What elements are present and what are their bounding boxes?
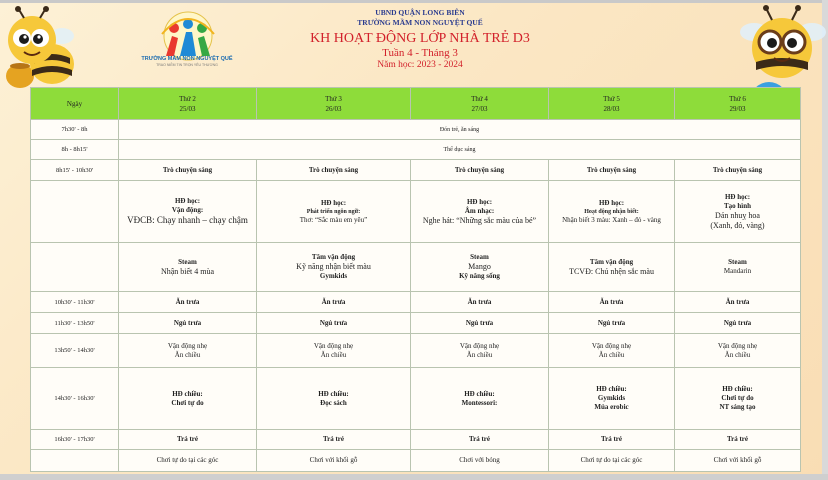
logo-tagline: TRAO NIỀM TIN TRỌN YÊU THƯƠNG bbox=[156, 63, 218, 67]
table-row bbox=[31, 181, 801, 243]
table-row bbox=[31, 313, 801, 334]
activity-cell: Ăn trưa bbox=[675, 292, 801, 313]
time-cell: 14h30' - 16h30' bbox=[31, 368, 119, 430]
activity-detail: Đọc sách bbox=[320, 398, 347, 407]
activity-detail: (Xanh, đỏ, vàng) bbox=[710, 220, 765, 230]
activity-heading: Tâm vận động bbox=[311, 253, 356, 261]
table-row bbox=[31, 140, 801, 160]
activity-detail: Ăn chiều bbox=[174, 350, 201, 359]
activity-cell: Ăn trưa bbox=[119, 292, 257, 313]
table-row bbox=[31, 430, 801, 450]
activity-detail: Chơi tự do bbox=[721, 394, 754, 402]
activity-cell: Chơi với khối gỗ bbox=[675, 450, 801, 472]
activity-detail: Nghe hát: “Những sắc màu của bé” bbox=[422, 215, 537, 225]
activity-cell bbox=[257, 368, 411, 430]
window-top-border bbox=[0, 0, 828, 3]
activity-detail: Ăn chiều bbox=[320, 350, 347, 359]
activity-cell: Ăn trưa bbox=[257, 292, 411, 313]
activity-subject: Phát triển ngôn ngữ: bbox=[306, 208, 361, 215]
day-date: 28/03 bbox=[603, 104, 620, 113]
activity-detail: Gymkids bbox=[319, 272, 348, 280]
activity-detail: Kỹ năng nhận biết màu bbox=[296, 262, 371, 271]
time-cell bbox=[31, 243, 119, 292]
activity-heading: HĐ học: bbox=[598, 198, 625, 207]
day-name: Thứ 2 bbox=[179, 94, 196, 103]
table-row bbox=[31, 368, 801, 430]
time-cell: 7h30' - 8h bbox=[31, 120, 119, 140]
day-name: Thứ 6 bbox=[729, 94, 746, 103]
activity-heading: HĐ học: bbox=[466, 197, 493, 206]
activity-cell bbox=[257, 334, 411, 368]
activity-detail: Thơ: “Sắc màu em yêu” bbox=[299, 215, 368, 224]
column-header-thu bbox=[549, 88, 675, 120]
activity-cell: Ngủ trưa bbox=[675, 313, 801, 334]
activity-cell bbox=[675, 368, 801, 430]
schedule-table bbox=[30, 87, 801, 472]
activity-cell: Ăn trưa bbox=[411, 292, 549, 313]
activity-cell: Trả trẻ bbox=[549, 430, 675, 450]
activity-cell bbox=[675, 243, 801, 292]
column-header-fri bbox=[675, 88, 801, 120]
school-name: TRƯỜNG MẦM NON NGUYỆT QUẾ bbox=[357, 18, 483, 27]
activity-cell bbox=[549, 181, 675, 243]
activity-cell: Đón trẻ, ăn sáng bbox=[119, 120, 801, 140]
logo-school-name: TRƯỜNG MẦM NON NGUYỆT QUẾ bbox=[141, 56, 233, 62]
activity-heading: HĐ chiều: bbox=[318, 389, 349, 398]
activity-cell bbox=[411, 243, 549, 292]
activity-heading: HĐ chiều: bbox=[172, 389, 203, 398]
activity-cell: Trò chuyện sáng bbox=[119, 160, 257, 181]
day-date: 26/03 bbox=[325, 104, 342, 113]
activity-heading: HĐ học: bbox=[174, 197, 201, 205]
column-header-day: Ngày bbox=[31, 88, 119, 120]
activity-detail: Ăn chiều bbox=[598, 350, 625, 359]
activity-detail: Vận động nhẹ bbox=[459, 341, 500, 350]
activity-heading: Steam bbox=[470, 253, 489, 261]
activity-heading: Steam bbox=[728, 258, 747, 266]
activity-cell bbox=[411, 368, 549, 430]
activity-detail: Mango bbox=[468, 262, 491, 271]
activity-detail: Mandarin bbox=[723, 267, 752, 275]
activity-cell: Ngủ trưa bbox=[549, 313, 675, 334]
activity-cell: Trò chuyện sáng bbox=[675, 160, 801, 181]
activity-detail: NT sáng tạo bbox=[719, 403, 756, 411]
activity-cell bbox=[549, 368, 675, 430]
activity-detail: Múa erobic bbox=[594, 403, 629, 411]
activity-cell: Chơi tự do tại các góc bbox=[119, 450, 257, 472]
table-row bbox=[31, 292, 801, 313]
activity-heading: HĐ chiều: bbox=[596, 385, 627, 393]
activity-cell bbox=[411, 181, 549, 243]
activity-cell: Trả trẻ bbox=[411, 430, 549, 450]
activity-detail: VĐCB: Chạy nhanh – chạy chậm bbox=[127, 215, 248, 225]
activity-cell: Trò chuyện sáng bbox=[257, 160, 411, 181]
page-header bbox=[120, 8, 720, 71]
activity-cell bbox=[119, 243, 257, 292]
activity-cell: Ngủ trưa bbox=[119, 313, 257, 334]
activity-subject: Vận động: bbox=[171, 206, 204, 214]
time-cell: 13h50' - 14h30' bbox=[31, 334, 119, 368]
day-name: Thứ 3 bbox=[325, 94, 342, 103]
bee-mascot-left-icon bbox=[0, 6, 82, 92]
activity-detail: TCVĐ: Chú nhện sắc màu bbox=[569, 266, 654, 276]
activity-cell: Trả trẻ bbox=[257, 430, 411, 450]
activity-cell: Ngủ trưa bbox=[257, 313, 411, 334]
activity-cell bbox=[549, 243, 675, 292]
day-name: Thứ 5 bbox=[603, 94, 620, 103]
activity-cell: Chơi với bóng bbox=[411, 450, 549, 472]
activity-cell bbox=[549, 334, 675, 368]
school-year: Năm học: 2023 - 2024 bbox=[377, 60, 463, 70]
activity-cell: Chơi tự do tại các góc bbox=[549, 450, 675, 472]
day-date: 27/03 bbox=[471, 104, 488, 113]
table-row bbox=[31, 243, 801, 292]
activity-cell bbox=[257, 181, 411, 243]
table-row bbox=[31, 334, 801, 368]
activity-cell: Trò chuyện sáng bbox=[549, 160, 675, 181]
bee-mascot-right-icon bbox=[738, 4, 826, 92]
activity-subject: Hoạt động nhận biết: bbox=[584, 208, 639, 215]
page-title: KH HOẠT ĐỘNG LỚP NHÀ TRẺ D3 bbox=[310, 31, 530, 46]
activity-detail: Ăn chiều bbox=[466, 350, 493, 359]
activity-detail: Nhận biết 4 mùa bbox=[160, 266, 215, 276]
activity-cell bbox=[119, 368, 257, 430]
activity-heading: Steam bbox=[178, 257, 197, 266]
activity-cell bbox=[119, 334, 257, 368]
activity-detail: Vận động nhẹ bbox=[717, 341, 758, 350]
activity-cell bbox=[257, 243, 411, 292]
activity-detail: Chơi tự do bbox=[171, 398, 204, 407]
column-header-tue bbox=[257, 88, 411, 120]
day-date: 25/03 bbox=[179, 104, 196, 113]
activity-cell: Thể dục sáng bbox=[119, 140, 801, 160]
column-header-mon bbox=[119, 88, 257, 120]
day-date: 29/03 bbox=[729, 104, 746, 113]
activity-heading: HĐ học: bbox=[724, 192, 751, 201]
activity-subject: Tạo hình bbox=[723, 201, 752, 210]
activity-detail: Vận động nhẹ bbox=[591, 341, 632, 350]
column-header-wed bbox=[411, 88, 549, 120]
activity-cell bbox=[675, 181, 801, 243]
time-cell: 16h30' - 17h30' bbox=[31, 430, 119, 450]
activity-heading: Tâm vận động bbox=[589, 257, 634, 266]
activity-heading: HĐ chiều: bbox=[464, 389, 495, 398]
activity-detail: Dán nhuỵ hoa bbox=[715, 210, 760, 220]
week-label: Tuần 4 - Tháng 3 bbox=[382, 47, 458, 59]
table-row bbox=[31, 120, 801, 140]
window-bottom-border bbox=[0, 474, 828, 480]
activity-cell bbox=[675, 334, 801, 368]
activity-cell bbox=[119, 181, 257, 243]
activity-cell: Trả trẻ bbox=[119, 430, 257, 450]
activity-cell: Ngủ trưa bbox=[411, 313, 549, 334]
activity-subject: Âm nhạc: bbox=[464, 206, 495, 215]
activity-detail: Vận động nhẹ bbox=[313, 341, 354, 350]
table-row bbox=[31, 160, 801, 181]
time-cell: 10h30' - 11h30' bbox=[31, 292, 119, 313]
activity-detail: Vận động nhẹ bbox=[167, 341, 208, 350]
time-cell: 11h30' - 13h50' bbox=[31, 313, 119, 334]
activity-heading: HĐ học: bbox=[320, 198, 347, 207]
activity-cell: Chơi với khối gỗ bbox=[257, 450, 411, 472]
activity-cell bbox=[411, 334, 549, 368]
district-name: UBND QUẬN LONG BIÊN bbox=[375, 8, 465, 17]
time-cell: 8h15' - 10h30' bbox=[31, 160, 119, 181]
time-cell bbox=[31, 450, 119, 472]
activity-detail: Ăn chiều bbox=[724, 350, 751, 359]
activity-cell: Ăn trưa bbox=[549, 292, 675, 313]
time-cell: 8h - 8h15' bbox=[31, 140, 119, 160]
time-cell bbox=[31, 181, 119, 243]
activity-detail: Nhận biết 3 màu: Xanh – đỏ - vàng bbox=[562, 215, 661, 224]
activity-detail: Kỹ năng sống bbox=[459, 272, 500, 280]
activity-detail: Gymkids bbox=[597, 394, 626, 402]
activity-cell: Trò chuyện sáng bbox=[411, 160, 549, 181]
activity-heading: HĐ chiều: bbox=[722, 385, 753, 393]
day-name: Thứ 4 bbox=[471, 94, 488, 103]
table-row bbox=[31, 450, 801, 472]
table-header-row bbox=[31, 88, 801, 120]
activity-detail: Montessori: bbox=[461, 398, 498, 407]
activity-cell: Trả trẻ bbox=[675, 430, 801, 450]
